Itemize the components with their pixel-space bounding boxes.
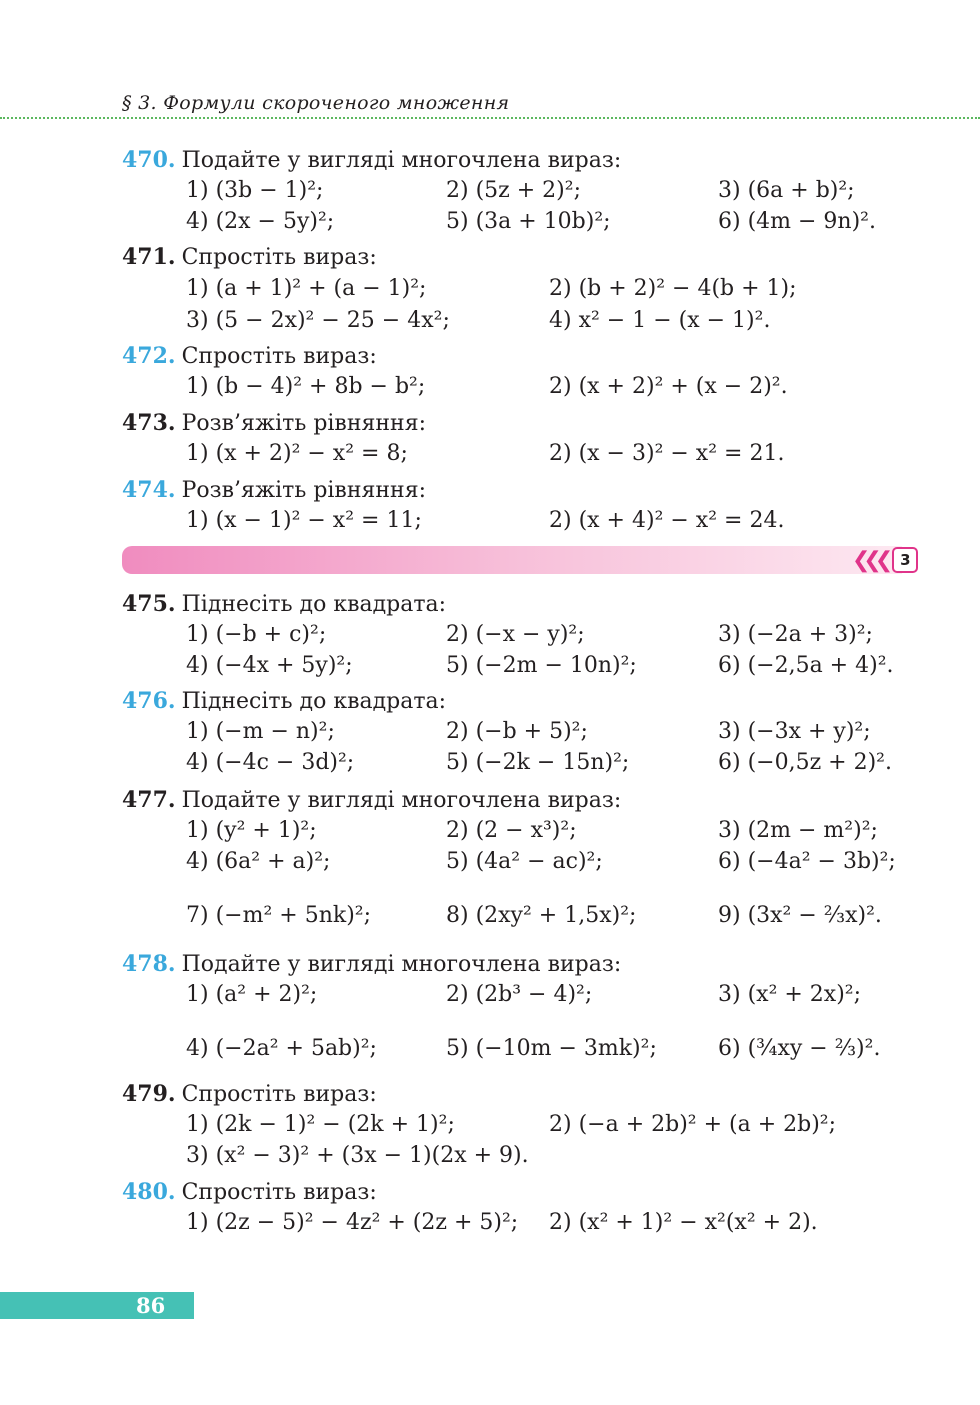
exercise-number: 480. [122, 1179, 176, 1205]
exercise-item: 1) (−b + c)²; [186, 622, 327, 647]
header-divider [0, 117, 980, 119]
exercise-item: 5) (4a² − ac)²; [446, 849, 603, 874]
chevrons-icon: ❮❮❮ [852, 547, 887, 573]
exercise-item: 5) (−10m − 3mk)²; [446, 1036, 657, 1061]
exercise-item: 2) (−a + 2b)² + (a + 2b)²; [549, 1112, 837, 1137]
exercise-number: 477. [122, 787, 176, 813]
exercise-item: 4) (6a² + a)²; [186, 849, 331, 874]
page-number: 86 [136, 1293, 166, 1318]
exercise-item: 2) (−b + 5)²; [446, 719, 588, 744]
exercise-title: Подайте у вигляді многочлена вираз: [181, 148, 622, 173]
level-marker [852, 548, 918, 572]
exercise-item: 3) (x² + 2x)²; [718, 982, 862, 1007]
exercise-item: 2) (5z + 2)²; [446, 178, 581, 203]
exercise-item: 7) (−m² + 5nk)²; [186, 903, 372, 928]
exercise-number: 474. [122, 477, 176, 503]
exercise-number: 475. [122, 591, 176, 617]
exercise-item: 4) (−4c − 3d)²; [186, 750, 355, 775]
exercise-item: 6) (−2,5a + 4)². [718, 653, 894, 678]
exercise-item: 6) (−4a² − 3b)²; [718, 849, 896, 874]
exercise-item: 4) (2x − 5y)²; [186, 209, 335, 234]
exercise-item: 4) (−2a² + 5ab)²; [186, 1036, 377, 1061]
exercise-item: 8) (2xy² + 1,5x)²; [446, 903, 637, 928]
exercise-item: 1) (a + 1)² + (a − 1)²; [186, 276, 427, 301]
exercise-item: 2) (x + 2)² + (x − 2)². [549, 374, 788, 399]
exercise-item: 1) (x − 1)² − x² = 11; [186, 508, 422, 533]
exercise-item: 2) (b + 2)² − 4(b + 1); [549, 276, 797, 301]
exercise-item: 3) (5 − 2x)² − 25 − 4x²; [186, 308, 450, 333]
exercise-item: 5) (−2m − 10n)²; [446, 653, 637, 678]
exercise-title: Подайте у вигляді многочлена вираз: [181, 788, 622, 813]
exercise-item: 6) (4m − 9n)². [718, 209, 876, 234]
exercise-item: 1) (2z − 5)² − 4z² + (2z + 5)²; [186, 1210, 519, 1235]
exercise-number: 472. [122, 343, 176, 369]
exercise-title: Розв’яжіть рівняння: [181, 411, 426, 436]
exercise-item: 9) (3x² − ⅔x)². [718, 903, 882, 928]
exercise-title: Піднесіть до квадрата: [181, 689, 447, 714]
exercise-item: 4) (−4x + 5y)²; [186, 653, 353, 678]
running-header: § 3. Формули скороченого множення [122, 92, 510, 114]
exercise-item: 2) (x² + 1)² − x²(x² + 2). [549, 1210, 818, 1235]
exercise-item: 2) (2 − x³)²; [446, 818, 577, 843]
exercise-item: 3) (−2a + 3)²; [718, 622, 873, 647]
exercise-title: Піднесіть до квадрата: [181, 592, 447, 617]
exercise-item: 6) (−0,5z + 2)². [718, 750, 892, 775]
exercise-title: Розв’яжіть рівняння: [181, 478, 426, 503]
exercise-item: 1) (y² + 1)²; [186, 818, 317, 843]
exercise-item: 2) (x − 3)² − x² = 21. [549, 441, 785, 466]
exercise-item: 5) (3a + 10b)²; [446, 209, 611, 234]
exercise-item: 3) (−3x + y)²; [718, 719, 871, 744]
exercise-item: 3) (6a + b)²; [718, 178, 855, 203]
exercise-item: 2) (−x − y)²; [446, 622, 585, 647]
exercise-number: 471. [122, 244, 176, 270]
exercise-item: 1) (a² + 2)²; [186, 982, 318, 1007]
level-badge: 3 [892, 547, 918, 573]
exercise-title: Подайте у вигляді многочлена вираз: [181, 952, 622, 977]
exercise-item: 3) (2m − m²)²; [718, 818, 878, 843]
exercise-title: Спростіть вираз: [181, 245, 377, 270]
exercise-item: 1) (−m − n)²; [186, 719, 335, 744]
exercise-number: 479. [122, 1081, 176, 1107]
exercise-number: 476. [122, 688, 176, 714]
exercise-item: 1) (x + 2)² − x² = 8; [186, 441, 408, 466]
exercise-item: 5) (−2k − 15n)²; [446, 750, 630, 775]
exercise-item: 1) (2k − 1)² − (2k + 1)²; [186, 1112, 455, 1137]
exercise-item: 1) (3b − 1)²; [186, 178, 324, 203]
exercise-item: 2) (2b³ − 4)²; [446, 982, 593, 1007]
exercise-item: 2) (x + 4)² − x² = 24. [549, 508, 785, 533]
exercise-item: 3) (x² − 3)² + (3x − 1)(2x + 9). [186, 1143, 529, 1168]
exercise-number: 478. [122, 951, 176, 977]
exercise-title: Спростіть вираз: [181, 344, 377, 369]
exercise-item: 4) x² − 1 − (x − 1)². [549, 308, 771, 333]
exercise-item: 6) (¾xy − ⅔)². [718, 1036, 881, 1061]
exercise-title: Спростіть вираз: [181, 1180, 377, 1205]
exercise-title: Спростіть вираз: [181, 1082, 377, 1107]
exercise-number: 473. [122, 410, 176, 436]
exercise-item: 1) (b − 4)² + 8b − b²; [186, 374, 426, 399]
exercise-number: 470. [122, 147, 176, 173]
difficulty-level-band [122, 546, 902, 574]
